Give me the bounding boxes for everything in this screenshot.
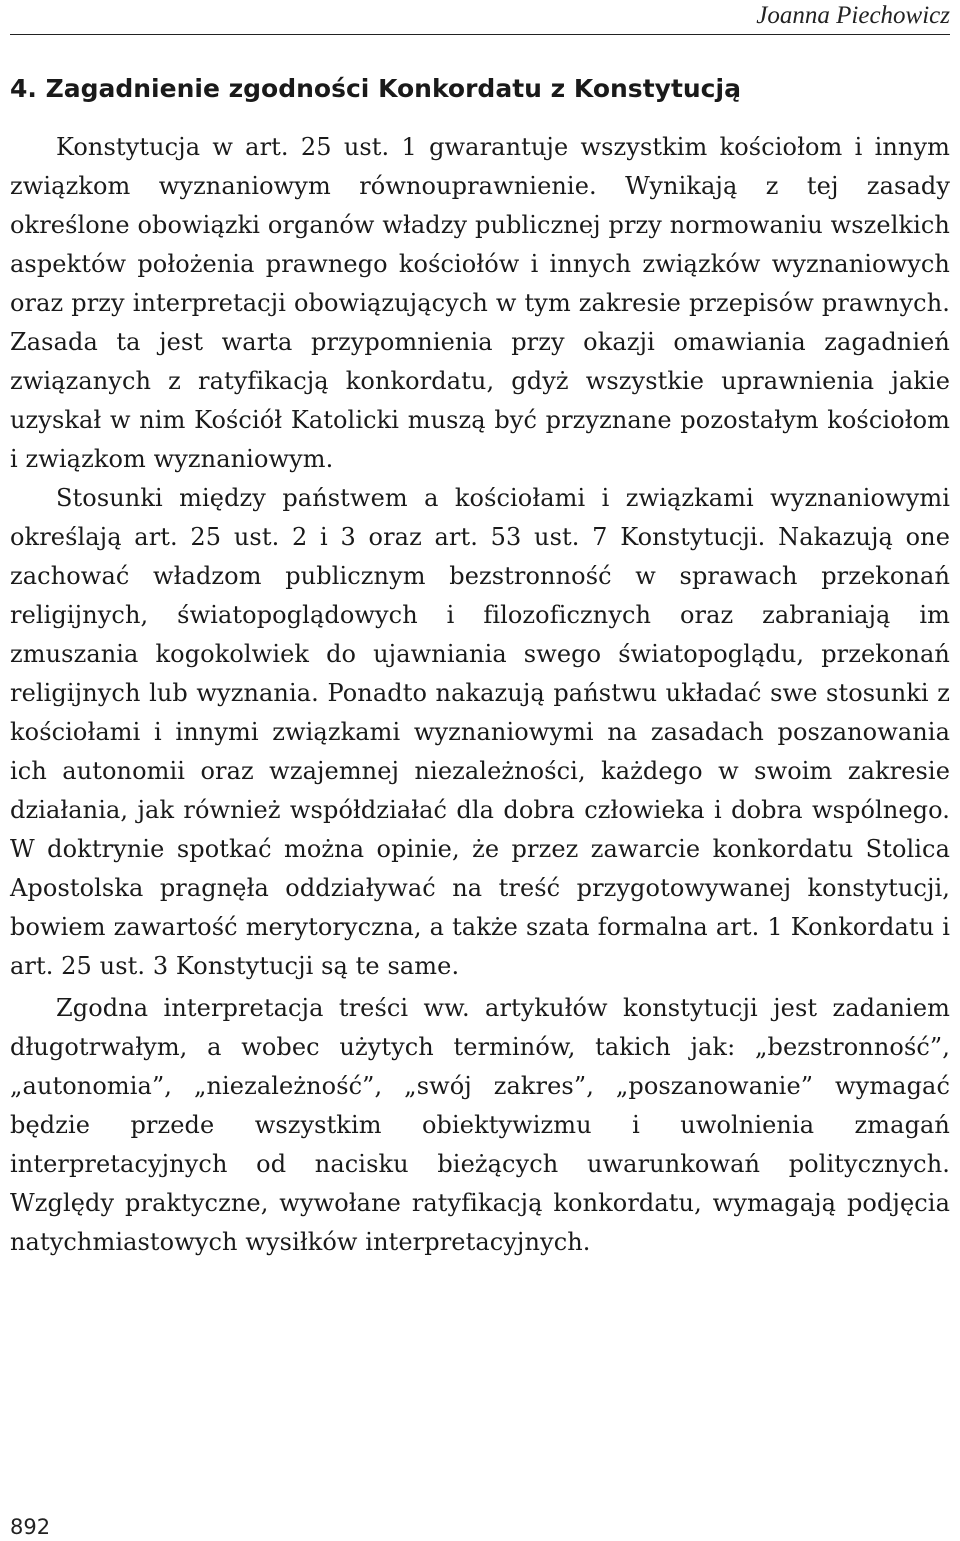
page-number: 892 xyxy=(10,1515,51,1539)
section-title: 4. Zagadnienie zgodności Konkordatu z Konstytucją xyxy=(10,74,741,103)
paragraph-3: Zgodna interpretacja treści ww. artykułów konstytucji jest zadaniem długotrwałym, a wobec użytych terminów, takich jak: „bezstronność”, „autonomia”, „niezależność”, „swój zakres”, „poszanowanie” wymagać będzie przede wszystkim obiektywizmu i uwolnienia zmagań interpretacyjnych od nacisku bieżących uwarunkowań politycznych. Względy praktyczne, wywołane ratyfikacją konkordatu, wymagają podjęcia natychmiastowych wysiłków interpretacyjnych. xyxy=(10,994,950,1256)
running-header xyxy=(10,0,950,35)
paragraph-2: Stosunki między państwem a kościołami i związkami wyznaniowymi określają art. 25 ust. 2 i 3 oraz art. 53 ust. 7 Konstytucji. Nakazują one zachować władzom publicznym bezstronność w sprawach przekonań religijnych, światopoglądowych i filozoficznych oraz zabraniają im zmuszania kogokolwiek do ujawniania swego światopoglądu, przekonań religijnych lub wyznania. Ponadto nakazują państwu układać swe stosunki z kościołami i innymi związkami wyznaniowymi na zasadach poszanowania ich autonomii oraz wzajemnej niezależności, każdego w swoim zakresie działania, jak również współdziałać dla dobra człowieka i dobra wspólnego. W doktrynie spotkać można opinie, że przez zawarcie konkordatu Stolica Apostolska pragnęła oddziaływać na treść przygotowywanej konstytucji, bowiem zawartość merytoryczna, a także szata formalna art. 1 Konkordatu i art. 25 ust. 3 Konstytucji są te same. xyxy=(10,484,950,980)
header-author: Joanna Piechowicz xyxy=(756,2,950,29)
body-text xyxy=(10,128,950,1262)
paragraph-1: Konstytucja w art. 25 ust. 1 gwarantuje wszystkim kościołom i innym związkom wyznaniowym równouprawnienie. Wynikają z tej zasady określone obowiązki organów władzy publicznej przy normowaniu wszelkich aspektów położenia prawnego kościołów i innych związków wyznaniowych oraz przy interpretacji obowiązujących w tym zakresie przepisów prawnych. Zasada ta jest warta przypomnienia przy okazji omawiania zagadnień związanych z ratyfikacją konkordatu, gdyż wszystkie uprawnienia jakie uzyskał w nim Kościół Katolicki muszą być przyznane pozostałym kościołom i związkom wyznaniowym. xyxy=(10,133,950,473)
